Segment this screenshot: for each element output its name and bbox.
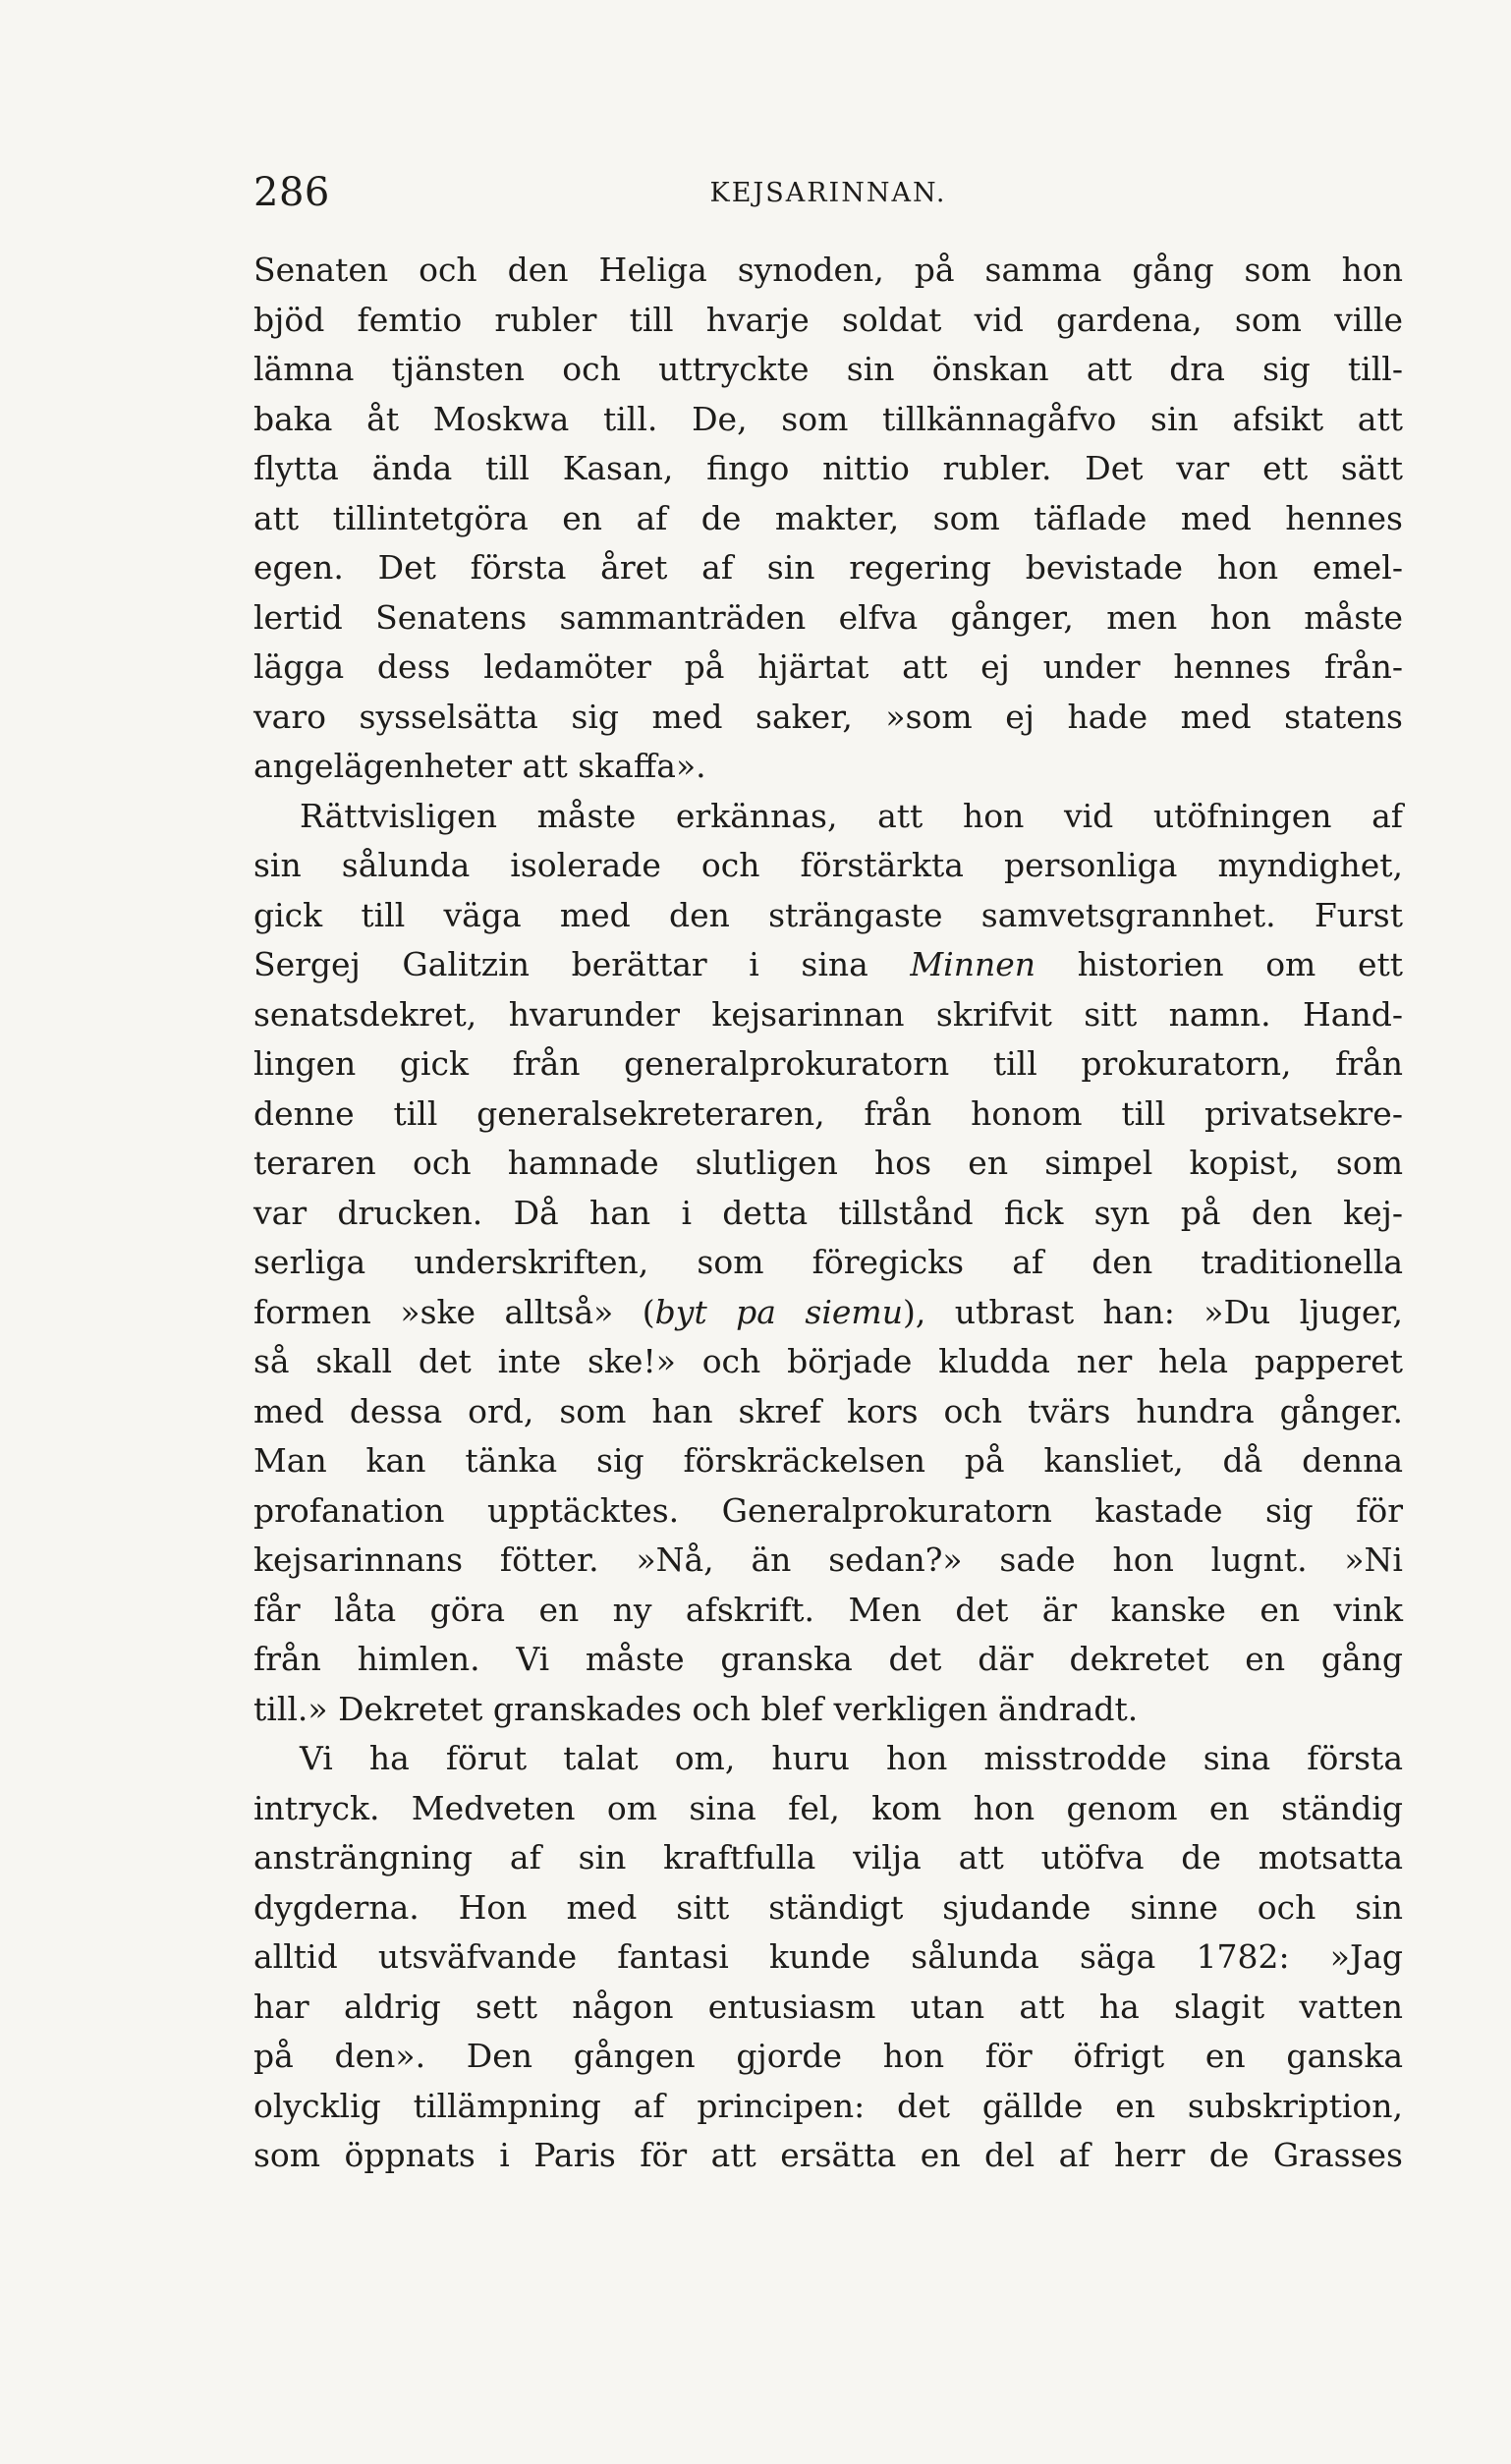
text-line: alltid utsväfvande fantasi kunde sålunda säga 1782: »Jag: [253, 1937, 1403, 1976]
text-line: så skall det inte ske!» och började kludda ner hela papperet: [253, 1342, 1403, 1380]
text-line: till.» Dekretet granskades och blef verkligen ändradt.: [253, 1689, 1139, 1728]
paragraph: [253, 792, 1403, 1735]
line-segment: formen »ske alltså» (: [253, 1292, 655, 1331]
text-line: Senaten och den Heliga synoden, på samma gång som hon: [253, 251, 1403, 289]
text-line: från himlen. Vi måste granska det där dekretet en gång: [253, 1640, 1403, 1678]
text-line: dygderna. Hon med sitt ständigt sjudande sinne och sin: [253, 1887, 1403, 1927]
text-line: som öppnats i Paris för att ersätta en del af herr de Grasses: [253, 2136, 1403, 2174]
line-segment: Sergej Galitzin berättar i sina: [253, 945, 911, 983]
paragraph: [253, 1734, 1403, 2181]
page-header: [253, 165, 1403, 220]
text-line: var drucken. Då han i detta tillstånd fick syn på den kej-: [253, 1193, 1403, 1232]
running-title: KEJSARINNAN.: [709, 178, 947, 208]
text-line: lingen gick från generalprokuratorn till prokuratorn, från: [253, 1044, 1403, 1083]
text-line: bjöd femtio rubler till hvarje soldat vid gardena, som ville: [253, 300, 1403, 339]
text-line: [253, 940, 1403, 990]
body-text: [253, 246, 1403, 2181]
page-number: 286: [253, 170, 330, 215]
text-line: senatsdekret, hvarunder kejsarinnan skrifvit sitt namn. Hand-: [253, 994, 1403, 1034]
paragraph: [253, 246, 1403, 792]
line-segment: historien om ett: [1035, 945, 1403, 983]
text-line: får låta göra en ny afskrift. Men det är kanske en vink: [253, 1590, 1403, 1629]
text-line: [253, 1288, 1403, 1338]
text-line: profanation upptäcktes. Generalprokuratorn kastade sig för: [253, 1490, 1403, 1530]
text-line: på den». Den gången gjorde hon för öfrigt en ganska: [253, 2037, 1403, 2075]
book-title-italic: Minnen: [910, 945, 1036, 983]
text-line: Vi ha förut talat om, huru hon misstrodde sina första: [300, 1739, 1403, 1777]
text-line: flytta ända till Kasan, fingo nittio rubler. Det var ett sätt: [253, 449, 1403, 487]
text-line: intryck. Medveten om sina fel, kom hon genom en ständig: [253, 1788, 1403, 1827]
text-line: sin sålunda isolerade och förstärkta personliga myndighet,: [253, 846, 1403, 884]
text-line: lägga dess ledamöter på hjärtat att ej under hennes från-: [253, 647, 1403, 686]
text-line: att tillintetgöra en af de makter, som täflade med hennes: [253, 498, 1403, 537]
text-line: lämna tjänsten och uttryckte sin önskan att dra sig till-: [253, 350, 1403, 388]
text-line: lertid Senatens sammanträden elfva gånger, men hon måste: [253, 597, 1403, 637]
text-line: varo sysselsätta sig med saker, »som ej hade med statens: [253, 697, 1403, 736]
text-line: med dessa ord, som han skref kors och tvärs hundra gånger.: [253, 1391, 1403, 1430]
text-line: teraren och hamnade slutligen hos en simpel kopist, som: [253, 1144, 1403, 1182]
text-line: Rättvisligen måste erkännas, att hon vid utöfningen af: [300, 796, 1403, 835]
text-line: denne till generalsekreteraren, från honom till privatsekre-: [253, 1093, 1403, 1133]
text-line: angelägenheter att skaffa».: [253, 747, 706, 785]
text-line: olycklig tillämpning af principen: det gällde en subskription,: [253, 2086, 1403, 2125]
text-line: baka åt Moskwa till. De, som tillkännagåfvo sin afsikt att: [253, 399, 1403, 438]
text-line: gick till väga med den strängaste samvetsgrannhet. Furst: [253, 895, 1403, 934]
text-line: egen. Det första året af sin regering bevistade hon emel-: [253, 548, 1403, 587]
russian-phrase-italic: byt pa siemu: [654, 1292, 903, 1331]
text-line: ansträngning af sin kraftfulla vilja att utöfva de motsatta: [253, 1838, 1403, 1876]
text-line: har aldrig sett någon entusiasm utan att ha slagit vatten: [253, 1987, 1403, 2026]
text-line: serliga underskriften, som föregicks af den traditionella: [253, 1243, 1403, 1281]
line-segment: ), utbrast han: »Du ljuger,: [902, 1292, 1403, 1331]
text-line: Man kan tänka sig förskräckelsen på kansliet, då denna: [253, 1441, 1403, 1480]
text-line: kejsarinnans fötter. »Nå, än sedan?» sade hon lugnt. »Ni: [253, 1540, 1403, 1579]
